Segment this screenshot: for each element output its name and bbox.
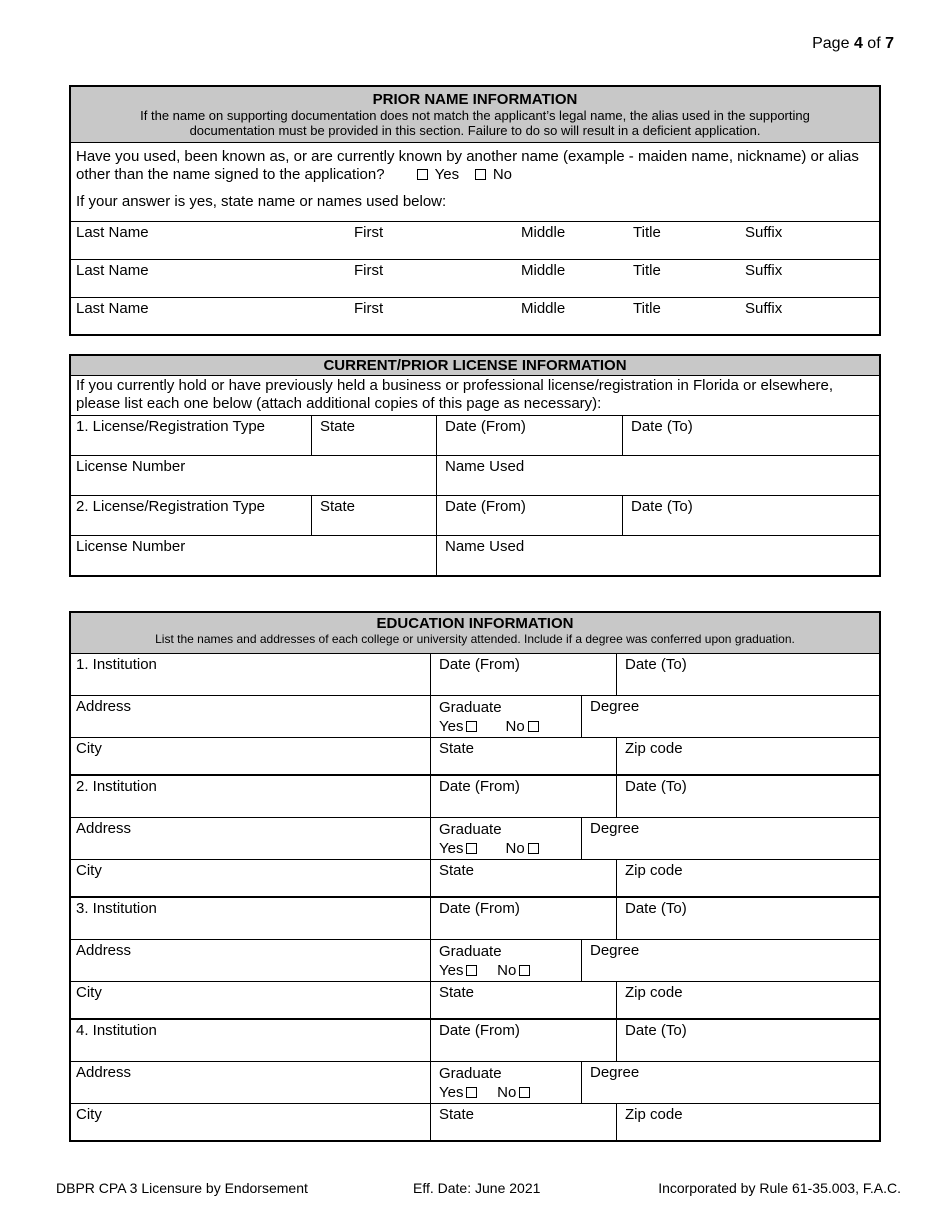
license-header bbox=[71, 356, 879, 376]
alias-row[interactable] bbox=[71, 221, 879, 259]
state-field[interactable]: State bbox=[430, 1104, 616, 1140]
prior-name-no-label: No bbox=[492, 166, 513, 183]
education-address-row bbox=[71, 695, 879, 737]
graduate-field bbox=[430, 818, 581, 859]
alias-middle-name[interactable]: Middle bbox=[521, 262, 566, 279]
alias-title[interactable]: Title bbox=[633, 224, 661, 241]
education-institution-row bbox=[71, 774, 879, 817]
graduate-yes-checkbox[interactable] bbox=[466, 843, 477, 854]
education-city-row bbox=[71, 981, 879, 1018]
prior-name-title: PRIOR NAME INFORMATION bbox=[372, 91, 578, 108]
zip-field[interactable]: Zip code bbox=[616, 860, 879, 896]
alias-middle-name[interactable]: Middle bbox=[521, 224, 566, 241]
graduate-no-checkbox[interactable] bbox=[519, 1087, 530, 1098]
prior-name-subtitle: If the name on supporting documentation does not match the applicant’s legal name, the alias used in the supporting documentation must be provided in this section. Failure to do so will result in a deficient application. bbox=[140, 108, 810, 138]
footer-rule: Incorporated by Rule 61-35.003, F.A.C. bbox=[658, 1180, 901, 1196]
education-title: EDUCATION INFORMATION bbox=[376, 615, 574, 632]
education-city-row bbox=[71, 1103, 879, 1140]
alias-first-name[interactable]: First bbox=[354, 300, 384, 317]
zip-field[interactable]: Zip code bbox=[616, 738, 879, 774]
zip-field[interactable]: Zip code bbox=[616, 982, 879, 1018]
education-date-to-field[interactable]: Date (To) bbox=[616, 898, 879, 939]
alias-last-name[interactable]: Last Name bbox=[76, 262, 149, 279]
education-institution-row bbox=[71, 896, 879, 939]
page-current: 4 bbox=[853, 35, 863, 52]
degree-field[interactable]: Degree bbox=[581, 696, 879, 737]
license-name-used-field[interactable]: Name Used bbox=[436, 456, 879, 495]
page-total: 7 bbox=[885, 35, 894, 52]
education-institution-row bbox=[71, 654, 879, 695]
prior-name-question-block bbox=[71, 143, 879, 221]
graduate-yes-checkbox[interactable] bbox=[466, 1087, 477, 1098]
alias-first-name[interactable]: First bbox=[354, 262, 384, 279]
education-date-from-field[interactable]: Date (From) bbox=[430, 1020, 616, 1061]
state-field[interactable]: State bbox=[430, 982, 616, 1018]
institution-field[interactable]: 4. Institution bbox=[76, 1022, 157, 1039]
license-number-row bbox=[71, 535, 879, 575]
prior-name-question: Have you used, been known as, or are currently known by another name (example - maiden name, nickname) or alias other than the name signed to the application? bbox=[76, 148, 859, 183]
alias-middle-name[interactable]: Middle bbox=[521, 300, 566, 317]
education-date-to-field[interactable]: Date (To) bbox=[616, 654, 879, 695]
graduate-label: Graduate bbox=[439, 1065, 502, 1082]
prior-name-no-checkbox[interactable] bbox=[475, 169, 486, 180]
prior-name-yes-label: Yes bbox=[434, 166, 460, 183]
alias-first-name[interactable]: First bbox=[354, 224, 384, 241]
license-title: CURRENT/PRIOR LICENSE INFORMATION bbox=[323, 357, 627, 374]
graduate-no-checkbox[interactable] bbox=[528, 721, 539, 732]
address-field[interactable]: Address bbox=[76, 942, 132, 959]
address-field[interactable]: Address bbox=[76, 820, 132, 837]
institution-field[interactable]: 2. Institution bbox=[76, 778, 157, 795]
alias-last-name[interactable]: Last Name bbox=[76, 300, 149, 317]
alias-title[interactable]: Title bbox=[633, 300, 661, 317]
graduate-field bbox=[430, 1062, 581, 1103]
graduate-options: Yes No bbox=[439, 961, 576, 980]
education-date-from-field[interactable]: Date (From) bbox=[430, 654, 616, 695]
prior-name-yes-checkbox[interactable] bbox=[417, 169, 428, 180]
address-field[interactable]: Address bbox=[76, 1064, 132, 1081]
footer-eff-date: Eff. Date: June 2021 bbox=[413, 1180, 541, 1196]
graduate-field bbox=[430, 940, 581, 981]
license-entry-row bbox=[71, 415, 879, 455]
education-institution-row bbox=[71, 1018, 879, 1061]
education-city-row bbox=[71, 737, 879, 774]
education-section bbox=[69, 611, 881, 1142]
license-number-row bbox=[71, 455, 879, 495]
license-name-used-field[interactable]: Name Used bbox=[436, 536, 879, 575]
city-field[interactable]: City bbox=[76, 740, 102, 757]
address-field[interactable]: Address bbox=[76, 698, 132, 715]
license-date-to-field[interactable]: Date (To) bbox=[622, 416, 879, 455]
state-field[interactable]: State bbox=[430, 738, 616, 774]
city-field[interactable]: City bbox=[76, 862, 102, 879]
education-address-row bbox=[71, 817, 879, 859]
education-address-row bbox=[71, 1061, 879, 1103]
license-intro: If you currently hold or have previously held a business or professional license/registration in Florida or elsewhere, please list each one below (attach additional copies of this page as necessary): bbox=[76, 377, 834, 412]
education-subtitle: List the names and addresses of each college or university attended. Include if a degree was conferred upon graduation. bbox=[155, 632, 795, 646]
graduate-field bbox=[430, 696, 581, 737]
degree-field[interactable]: Degree bbox=[581, 818, 879, 859]
degree-field[interactable]: Degree bbox=[581, 1062, 879, 1103]
education-date-from-field[interactable]: Date (From) bbox=[430, 776, 616, 817]
license-type-field[interactable]: 2. License/Registration Type bbox=[76, 498, 266, 515]
license-number-field[interactable]: License Number bbox=[76, 458, 186, 475]
alias-suffix[interactable]: Suffix bbox=[745, 224, 783, 241]
city-field[interactable]: City bbox=[76, 984, 102, 1001]
page-number: Page 4 of 7 bbox=[812, 35, 894, 52]
alias-row[interactable] bbox=[71, 297, 879, 334]
graduate-label: Graduate bbox=[439, 821, 502, 838]
education-address-row bbox=[71, 939, 879, 981]
graduate-yes-checkbox[interactable] bbox=[466, 721, 477, 732]
license-number-field[interactable]: License Number bbox=[76, 538, 186, 555]
state-field[interactable]: State bbox=[430, 860, 616, 896]
city-field[interactable]: City bbox=[76, 1106, 102, 1123]
institution-field[interactable]: 1. Institution bbox=[76, 656, 157, 673]
prior-name-instruction: If your answer is yes, state name or names used below: bbox=[76, 193, 447, 210]
graduate-options: Yes No bbox=[439, 839, 576, 858]
education-header bbox=[71, 613, 879, 654]
license-date-from-field[interactable]: Date (From) bbox=[436, 496, 622, 535]
graduate-options: Yes No bbox=[439, 1083, 576, 1102]
license-state-field[interactable]: State bbox=[311, 416, 436, 455]
graduate-yes-checkbox[interactable] bbox=[466, 965, 477, 976]
alias-suffix[interactable]: Suffix bbox=[745, 300, 783, 317]
graduate-no-checkbox[interactable] bbox=[528, 843, 539, 854]
education-date-to-field[interactable]: Date (To) bbox=[616, 1020, 879, 1061]
alias-title[interactable]: Title bbox=[633, 262, 661, 279]
zip-field[interactable]: Zip code bbox=[616, 1104, 879, 1140]
graduate-no-checkbox[interactable] bbox=[519, 965, 530, 976]
graduate-options: Yes No bbox=[439, 717, 576, 736]
education-date-from-field[interactable]: Date (From) bbox=[430, 898, 616, 939]
graduate-label: Graduate bbox=[439, 699, 502, 716]
alias-suffix[interactable]: Suffix bbox=[745, 262, 783, 279]
degree-field[interactable]: Degree bbox=[581, 940, 879, 981]
license-date-to-field[interactable]: Date (To) bbox=[622, 496, 879, 535]
education-city-row bbox=[71, 859, 879, 896]
prior-name-section bbox=[69, 85, 881, 336]
alias-last-name[interactable]: Last Name bbox=[76, 224, 149, 241]
license-type-field[interactable]: 1. License/Registration Type bbox=[76, 418, 266, 435]
graduate-label: Graduate bbox=[439, 943, 502, 960]
institution-field[interactable]: 3. Institution bbox=[76, 900, 157, 917]
prior-name-header bbox=[71, 87, 879, 143]
license-entry-row bbox=[71, 495, 879, 535]
license-state-field[interactable]: State bbox=[311, 496, 436, 535]
education-date-to-field[interactable]: Date (To) bbox=[616, 776, 879, 817]
license-section bbox=[69, 354, 881, 577]
alias-row[interactable] bbox=[71, 259, 879, 297]
license-date-from-field[interactable]: Date (From) bbox=[436, 416, 622, 455]
footer-form-id: DBPR CPA 3 Licensure by Endorsement bbox=[56, 1180, 308, 1196]
